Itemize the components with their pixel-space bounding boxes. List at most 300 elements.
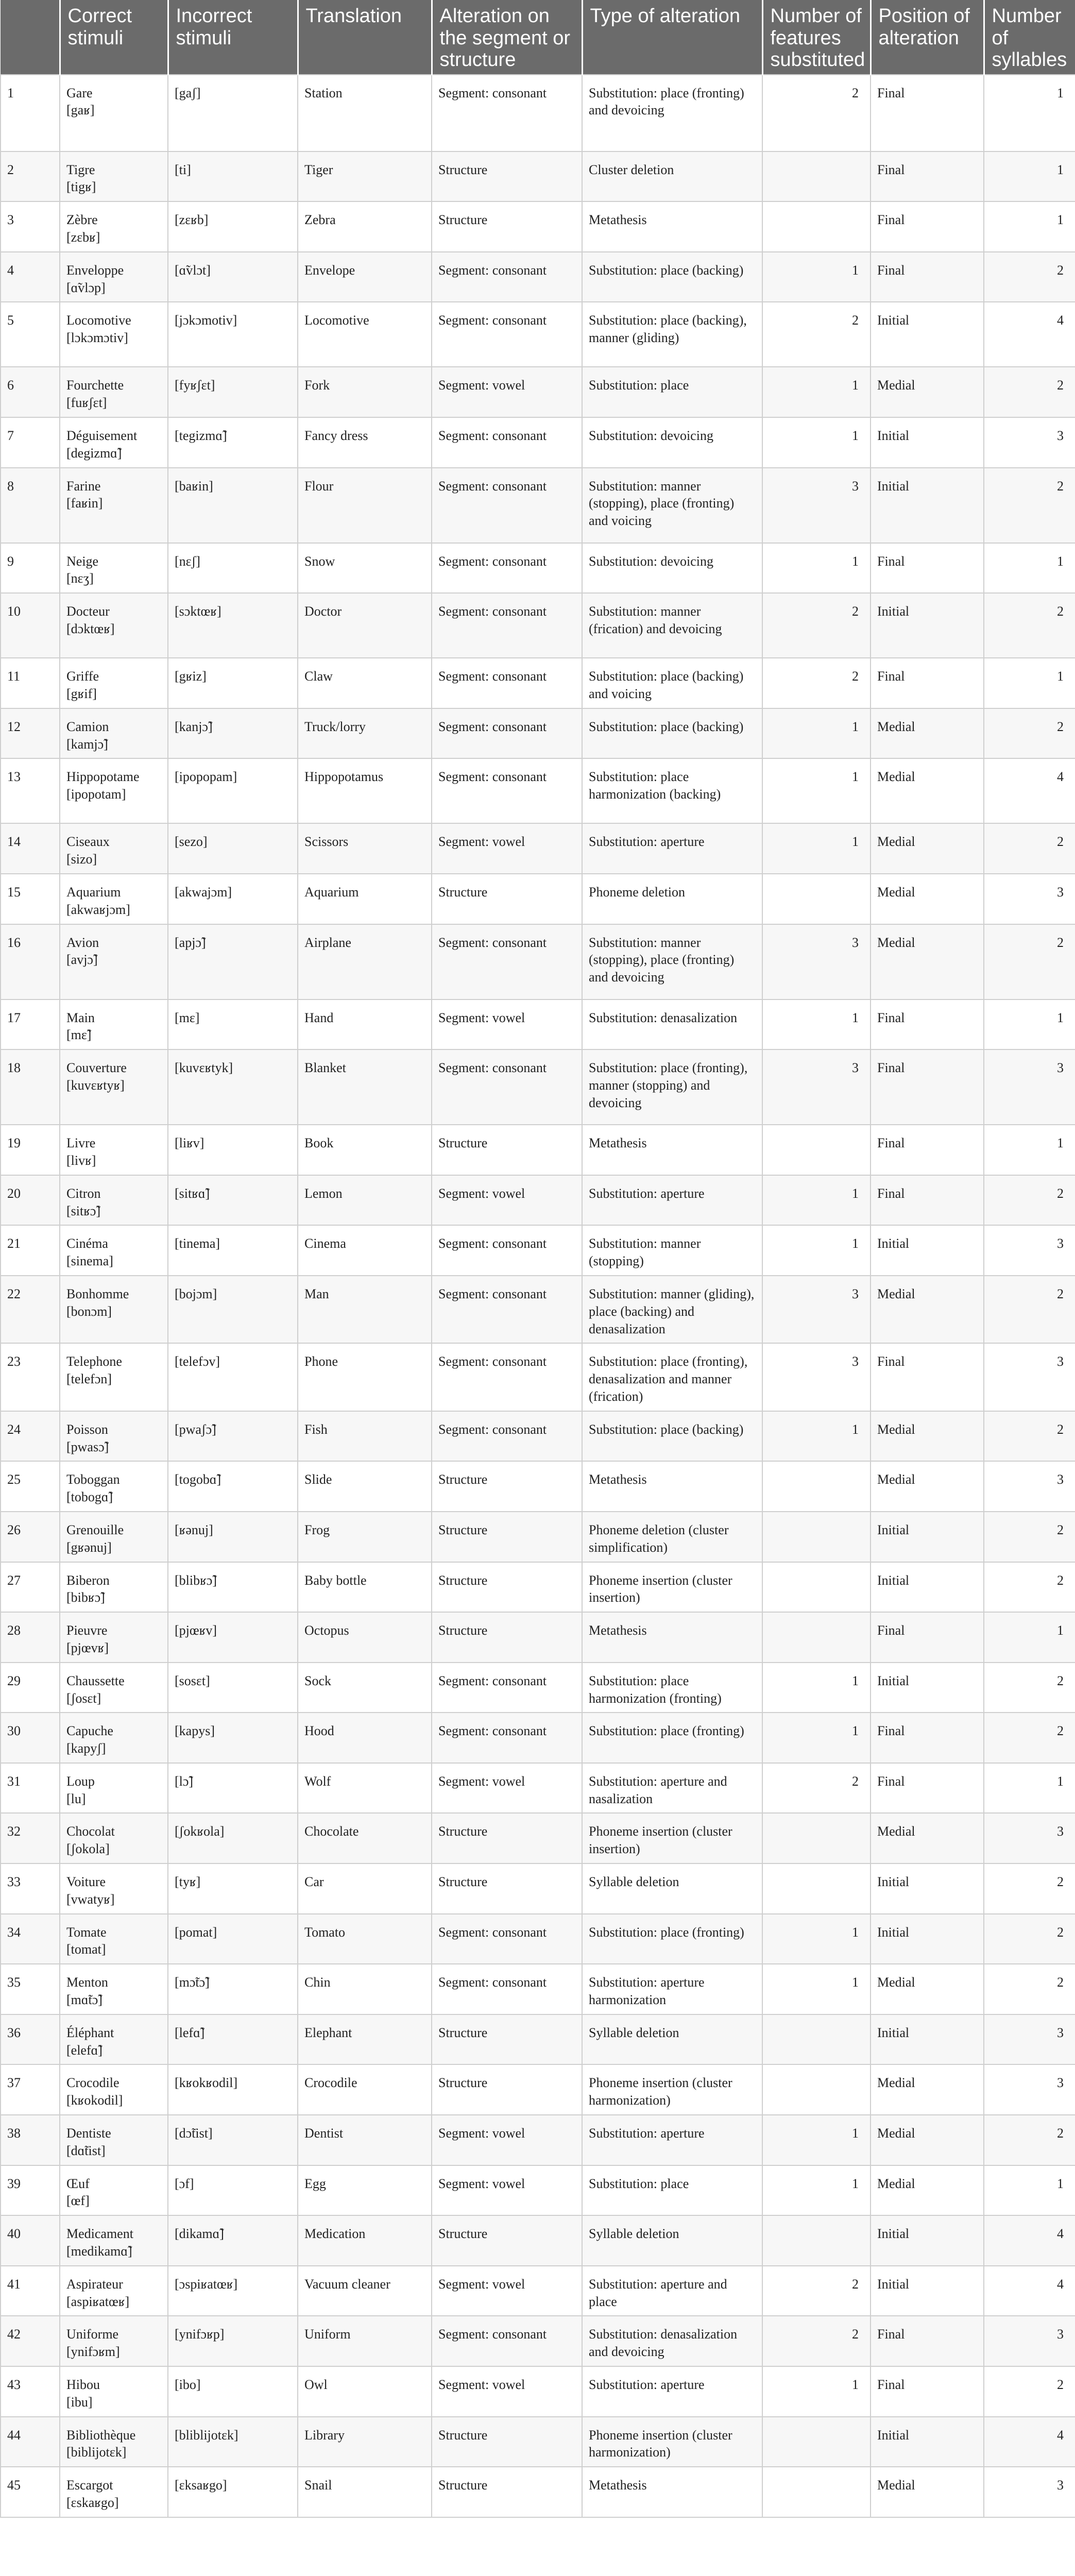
correct-word: Escargot [66,2478,113,2493]
correct-stimulus-cell [60,1225,168,1276]
syllables-cell: 2 [984,1713,1075,1763]
table-row [1,1125,1075,1175]
syllables-cell: 1 [984,1125,1075,1175]
table-row [1,1411,1075,1462]
alteration-type-cell: Substitution: place (fronting) [582,1713,762,1763]
position-cell: Final [871,1175,984,1226]
correct-word: Menton [66,1975,108,1990]
position-cell: Medial [871,1276,984,1343]
position-cell: Final [871,2316,984,2366]
translation-cell: Hood [298,1713,432,1763]
alteration-cell: Segment: consonant [432,1343,582,1411]
alteration-cell: Segment: consonant [432,252,582,302]
alteration-type-cell: Phoneme insertion (cluster insertion) [582,1813,762,1863]
correct-word: Livre [66,1136,96,1151]
alteration-type-cell: Substitution: place harmonization (backing) [582,758,762,823]
correct-stimulus-cell [60,1049,168,1125]
incorrect-stimulus-cell: [sosɛt] [168,1663,298,1713]
correct-word: Toboggan [66,1472,120,1487]
position-cell: Initial [871,302,984,367]
row-index: 13 [1,758,60,823]
table-row [1,1663,1075,1713]
correct-stimulus-cell [60,2215,168,2266]
alteration-type-cell: Metathesis [582,1612,762,1663]
correct-word: Poisson [66,1421,108,1437]
syllables-cell: 1 [984,2165,1075,2216]
row-index: 28 [1,1612,60,1663]
row-index: 42 [1,2316,60,2366]
features-substituted-cell: 1 [762,1713,871,1763]
table-row [1,1612,1075,1663]
row-index: 3 [1,201,60,252]
alteration-cell: Structure [432,151,582,202]
alteration-type-cell: Substitution: place (fronting), manner (stopping) and devoicing [582,1049,762,1125]
table-row [1,2014,1075,2065]
translation-cell: Car [298,1863,432,1914]
correct-ipa: [kuvɛʁtyʁ] [66,1077,125,1093]
syllables-cell: 1 [984,999,1075,1050]
position-cell: Initial [871,1914,984,1964]
syllables-cell: 4 [984,2266,1075,2316]
correct-word: Cinéma [66,1236,108,1251]
header-alteration: Alteration on the segment or structure [432,0,582,75]
position-cell: Final [871,2366,984,2417]
row-index: 44 [1,2417,60,2467]
correct-ipa: [zɛbʁ] [66,230,100,245]
incorrect-stimulus-cell: [bojɔm] [168,1276,298,1343]
correct-stimulus-cell [60,593,168,658]
translation-cell: Envelope [298,252,432,302]
syllables-cell: 1 [984,201,1075,252]
incorrect-stimulus-cell: [lefɑ̃] [168,2014,298,2065]
syllables-cell: 4 [984,2417,1075,2467]
alteration-type-cell: Phoneme deletion [582,874,762,924]
incorrect-stimulus-cell: [ipopopam] [168,758,298,823]
syllables-cell: 2 [984,924,1075,999]
position-cell: Initial [871,2215,984,2266]
correct-word: Avion [66,935,99,950]
incorrect-stimulus-cell: [mɛ] [168,999,298,1050]
syllables-cell: 3 [984,874,1075,924]
alteration-type-cell: Substitution: aperture [582,2115,762,2165]
correct-stimulus-cell [60,2316,168,2366]
row-index: 36 [1,2014,60,2065]
alteration-type-cell: Substitution: manner (stopping), place (fronting) and voicing [582,468,762,543]
correct-word: Biberon [66,1572,110,1588]
translation-cell: Dentist [298,2115,432,2165]
correct-word: Crocodile [66,2075,120,2091]
table-row [1,1512,1075,1562]
alteration-cell: Segment: vowel [432,2366,582,2417]
alteration-type-cell: Cluster deletion [582,151,762,202]
translation-cell: Library [298,2417,432,2467]
syllables-cell: 3 [984,2064,1075,2115]
alteration-cell: Structure [432,1125,582,1175]
syllables-cell: 4 [984,758,1075,823]
features-substituted-cell: 3 [762,1276,871,1343]
correct-ipa: [tigʁ] [66,179,96,195]
correct-ipa: [ʃosɛt] [66,1690,101,1706]
alteration-type-cell: Metathesis [582,1125,762,1175]
correct-stimulus-cell [60,2115,168,2165]
alteration-type-cell: Substitution: place (backing), manner (gliding) [582,302,762,367]
translation-cell: Baby bottle [298,1562,432,1613]
correct-word: Farine [66,478,101,494]
row-index: 32 [1,1813,60,1863]
syllables-cell: 2 [984,1562,1075,1613]
translation-cell: Claw [298,658,432,708]
row-index: 35 [1,1964,60,2014]
syllables-cell: 2 [984,1964,1075,2014]
correct-word: Telephone [66,1354,122,1369]
alteration-type-cell: Substitution: aperture harmonization [582,1964,762,2014]
syllables-cell: 1 [984,658,1075,708]
syllables-cell: 1 [984,543,1075,594]
table-row [1,924,1075,999]
translation-cell: Hippopotamus [298,758,432,823]
incorrect-stimulus-cell: [akwajɔm] [168,874,298,924]
correct-stimulus-cell [60,1813,168,1863]
position-cell: Initial [871,1863,984,1914]
features-substituted-cell [762,2467,871,2517]
alteration-type-cell: Substitution: place (fronting) [582,1914,762,1964]
alteration-type-cell: Metathesis [582,1461,762,1512]
features-substituted-cell [762,1612,871,1663]
row-index: 19 [1,1125,60,1175]
features-substituted-cell [762,151,871,202]
syllables-cell: 2 [984,1914,1075,1964]
translation-cell: Chin [298,1964,432,2014]
position-cell: Initial [871,1512,984,1562]
table-row [1,151,1075,202]
header-incorrect-stimuli: Incorrect stimuli [168,0,298,75]
row-index: 15 [1,874,60,924]
correct-ipa: [akwaʁjɔm] [66,902,130,917]
translation-cell: Snow [298,543,432,594]
alteration-cell: Structure [432,2417,582,2467]
translation-cell: Doctor [298,593,432,658]
table-row [1,874,1075,924]
correct-ipa: [lu] [66,1791,86,1806]
correct-word: Éléphant [66,2025,114,2040]
table-row [1,2266,1075,2316]
features-substituted-cell: 2 [762,593,871,658]
row-index: 1 [1,75,60,151]
incorrect-stimulus-cell: [gaʃ] [168,75,298,151]
correct-ipa: [avjɔ̃] [66,952,98,968]
position-cell: Medial [871,1964,984,2014]
alteration-cell: Segment: vowel [432,2165,582,2216]
correct-stimulus-cell [60,417,168,468]
correct-word: Gare [66,85,93,100]
correct-stimulus-cell [60,75,168,151]
alteration-cell: Segment: consonant [432,924,582,999]
correct-word: Medicament [66,2226,133,2242]
position-cell: Initial [871,1562,984,1613]
translation-cell: Cinema [298,1225,432,1276]
translation-cell: Locomotive [298,302,432,367]
table-row [1,1863,1075,1914]
alteration-type-cell: Substitution: denasalization and devoicing [582,2316,762,2366]
correct-stimulus-cell [60,1612,168,1663]
correct-ipa: [degizmɑ̃] [66,445,122,461]
syllables-cell: 2 [984,593,1075,658]
incorrect-stimulus-cell: [sɔktœʁ] [168,593,298,658]
alteration-cell: Segment: consonant [432,1411,582,1462]
table-row [1,2115,1075,2165]
correct-ipa: [mɑ̃tɔ̃] [66,1992,103,2008]
correct-stimulus-cell [60,151,168,202]
table-row [1,2467,1075,2517]
alteration-cell: Segment: vowel [432,999,582,1050]
syllables-cell: 3 [984,1343,1075,1411]
features-substituted-cell: 3 [762,1049,871,1125]
row-index: 20 [1,1175,60,1226]
correct-ipa: [œf] [66,2193,90,2209]
features-substituted-cell: 1 [762,252,871,302]
position-cell: Initial [871,417,984,468]
alteration-cell: Structure [432,1813,582,1863]
correct-stimulus-cell [60,2014,168,2065]
row-index: 17 [1,999,60,1050]
features-substituted-cell [762,1562,871,1613]
row-index: 45 [1,2467,60,2517]
features-substituted-cell: 1 [762,2165,871,2216]
row-index: 27 [1,1562,60,1613]
correct-ipa: [biblijotɛk] [66,2445,127,2460]
row-index: 31 [1,1763,60,1814]
features-substituted-cell [762,1863,871,1914]
correct-stimulus-cell [60,1411,168,1462]
alteration-cell: Segment: consonant [432,708,582,759]
position-cell: Final [871,999,984,1050]
table-row [1,1964,1075,2014]
incorrect-stimulus-cell: [ɑ̃vlɔt] [168,252,298,302]
correct-stimulus-cell [60,1713,168,1763]
alteration-cell: Structure [432,874,582,924]
table-row [1,1813,1075,1863]
correct-word: Pieuvre [66,1623,108,1638]
row-index: 23 [1,1343,60,1411]
correct-stimulus-cell [60,2417,168,2467]
incorrect-stimulus-cell: [baʁin] [168,468,298,543]
incorrect-stimulus-cell: [kanjɔ̃] [168,708,298,759]
row-index: 39 [1,2165,60,2216]
alteration-type-cell: Metathesis [582,2467,762,2517]
translation-cell: Airplane [298,924,432,999]
alteration-cell: Segment: consonant [432,75,582,151]
syllables-cell: 2 [984,1175,1075,1226]
correct-ipa: [medikamɑ̃] [66,2244,132,2259]
correct-ipa: [ibu] [66,2394,93,2410]
table-row [1,2165,1075,2216]
correct-word: Fourchette [66,378,124,393]
header-features: Number of features substituted [762,0,871,75]
alteration-type-cell: Substitution: place (backing) [582,252,762,302]
correct-word: Uniforme [66,2327,119,2342]
position-cell: Medial [871,708,984,759]
incorrect-stimulus-cell: [dɔ̃tist] [168,2115,298,2165]
syllables-cell: 3 [984,1813,1075,1863]
incorrect-stimulus-cell: [tinema] [168,1225,298,1276]
alteration-cell: Structure [432,2064,582,2115]
incorrect-stimulus-cell: [fyʁʃɛt] [168,367,298,417]
alteration-type-cell: Substitution: place (backing) and voicing [582,658,762,708]
table-row [1,1225,1075,1276]
table-row [1,658,1075,708]
correct-word: Aspirateur [66,2276,123,2292]
incorrect-stimulus-cell: [pwaʃɔ̃] [168,1411,298,1462]
alteration-type-cell: Phoneme deletion (cluster simplification) [582,1512,762,1562]
syllables-cell: 2 [984,1276,1075,1343]
syllables-cell: 2 [984,1411,1075,1462]
correct-ipa: [ʃokola] [66,1841,110,1857]
correct-ipa: [ɑ̃vlɔp] [66,280,106,295]
correct-ipa: [faʁin] [66,496,103,511]
syllables-cell: 3 [984,1225,1075,1276]
position-cell: Final [871,1713,984,1763]
syllables-cell: 2 [984,468,1075,543]
syllables-cell: 2 [984,252,1075,302]
syllables-cell: 3 [984,417,1075,468]
alteration-cell: Segment: consonant [432,302,582,367]
correct-stimulus-cell [60,468,168,543]
incorrect-stimulus-cell: [zɛʁb] [168,201,298,252]
table-row [1,1562,1075,1613]
translation-cell: Aquarium [298,874,432,924]
correct-stimulus-cell [60,1512,168,1562]
features-substituted-cell: 2 [762,1763,871,1814]
translation-cell: Station [298,75,432,151]
row-index: 41 [1,2266,60,2316]
header-position: Position of alteration [871,0,984,75]
table-row [1,593,1075,658]
incorrect-stimulus-cell: [bliblijotɛk] [168,2417,298,2467]
translation-cell: Elephant [298,2014,432,2065]
alteration-type-cell: Phoneme insertion (cluster insertion) [582,1562,762,1613]
correct-ipa: [ɛskaʁgo] [66,2495,119,2510]
correct-word: Grenouille [66,1522,124,1537]
correct-ipa: [lɔkɔmɔtiv] [66,330,128,346]
alteration-type-cell: Substitution: place (backing) [582,1411,762,1462]
row-index: 37 [1,2064,60,2115]
position-cell: Final [871,201,984,252]
correct-word: Enveloppe [66,262,124,278]
features-substituted-cell: 3 [762,468,871,543]
alteration-cell: Segment: consonant [432,468,582,543]
alteration-type-cell: Substitution: place harmonization (fronting) [582,1663,762,1713]
correct-ipa: [ipopotam] [66,787,126,802]
correct-word: Citron [66,1185,101,1201]
correct-ipa: [sizo] [66,852,97,867]
row-index: 18 [1,1049,60,1125]
position-cell: Medial [871,758,984,823]
correct-word: Camion [66,719,109,734]
table-row [1,999,1075,1050]
incorrect-stimulus-cell: [pjœʁv] [168,1612,298,1663]
correct-stimulus-cell [60,1964,168,2014]
table-row [1,1763,1075,1814]
table-row [1,758,1075,823]
correct-ipa: [sitʁɔ̃] [66,1203,101,1218]
row-index: 26 [1,1512,60,1562]
features-substituted-cell: 2 [762,75,871,151]
correct-word: Couverture [66,1060,127,1076]
table-row [1,1276,1075,1343]
alteration-cell: Segment: consonant [432,593,582,658]
syllables-cell: 2 [984,2115,1075,2165]
alteration-cell: Segment: vowel [432,1763,582,1814]
row-index: 8 [1,468,60,543]
incorrect-stimulus-cell: [ʁənuj] [168,1512,298,1562]
correct-word: Déguisement [66,428,138,444]
position-cell: Medial [871,874,984,924]
correct-ipa: [livʁ] [66,1153,96,1168]
table-row [1,75,1075,151]
row-index: 24 [1,1411,60,1462]
correct-word: Chocolat [66,1824,115,1839]
position-cell: Medial [871,2467,984,2517]
correct-word: Neige [66,553,99,569]
alteration-cell: Segment: vowel [432,823,582,874]
alteration-type-cell: Syllable deletion [582,1863,762,1914]
correct-word: Œuf [66,2176,90,2191]
incorrect-stimulus-cell: [kʁokʁodil] [168,2064,298,2115]
table-row [1,1461,1075,1512]
position-cell: Final [871,1763,984,1814]
correct-stimulus-cell [60,302,168,367]
alteration-cell: Segment: vowel [432,2115,582,2165]
correct-ipa: [dɑ̃tist] [66,2143,106,2158]
alteration-type-cell: Phoneme insertion (cluster harmonization) [582,2417,762,2467]
position-cell: Final [871,252,984,302]
correct-stimulus-cell [60,1175,168,1226]
correct-ipa: [kʁokodil] [66,2093,123,2108]
position-cell: Initial [871,1225,984,1276]
table-row [1,468,1075,543]
syllables-cell: 2 [984,1863,1075,1914]
alteration-type-cell: Metathesis [582,201,762,252]
incorrect-stimulus-cell: [blibʁɔ̃] [168,1562,298,1613]
correct-stimulus-cell [60,2467,168,2517]
translation-cell: Vacuum cleaner [298,2266,432,2316]
correct-word: Hibou [66,2377,100,2393]
alteration-type-cell: Syllable deletion [582,2215,762,2266]
incorrect-stimulus-cell: [nɛʃ] [168,543,298,594]
features-substituted-cell: 1 [762,1964,871,2014]
correct-word: Loup [66,1773,95,1789]
correct-word: Zèbre [66,212,98,228]
incorrect-stimulus-cell: [pomat] [168,1914,298,1964]
correct-stimulus-cell [60,1562,168,1613]
alteration-type-cell: Substitution: aperture and place [582,2266,762,2316]
correct-stimulus-cell [60,1343,168,1411]
features-substituted-cell: 3 [762,1343,871,1411]
position-cell: Medial [871,823,984,874]
syllables-cell: 3 [984,2014,1075,2065]
row-index: 40 [1,2215,60,2266]
incorrect-stimulus-cell: [lɔ̃] [168,1763,298,1814]
incorrect-stimulus-cell: [togobɑ̃] [168,1461,298,1512]
translation-cell: Tomato [298,1914,432,1964]
syllables-cell: 3 [984,1461,1075,1512]
table-row [1,367,1075,417]
correct-stimulus-cell [60,1863,168,1914]
features-substituted-cell: 1 [762,1663,871,1713]
correct-stimulus-cell [60,1276,168,1343]
table-row [1,302,1075,367]
position-cell: Medial [871,1461,984,1512]
